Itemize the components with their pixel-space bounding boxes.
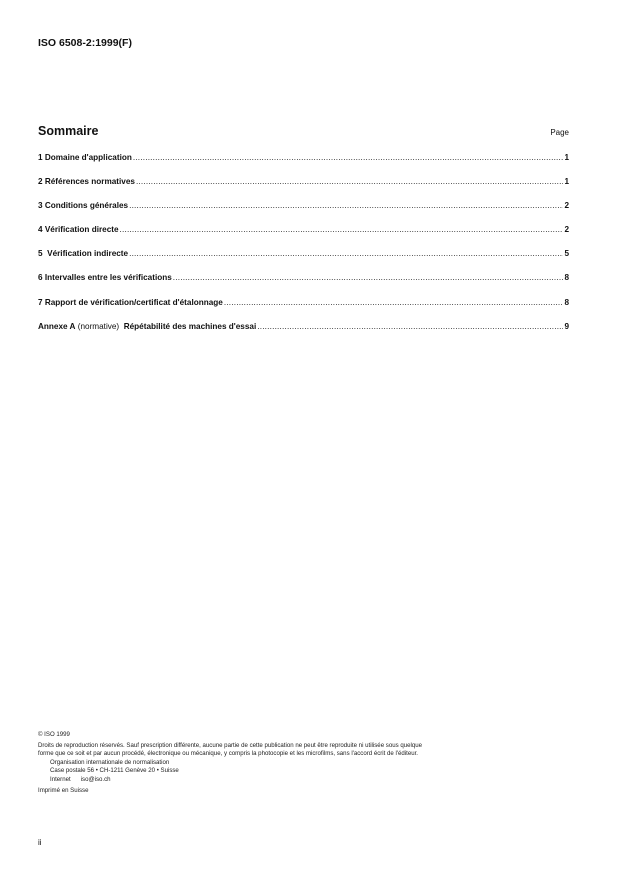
toc-entry[interactable] [38, 225, 569, 249]
toc-entry-page: 1 [564, 177, 569, 187]
toc-entry[interactable] [38, 298, 569, 322]
dot-leader [257, 322, 563, 331]
rights-text-line-1: Droits de reproduction réservés. Sauf prescription différente, aucune partie de cette publication ne peut être reproduite ni utilisée sous quelque [38, 741, 423, 749]
toc-entry-page: 1 [564, 153, 569, 162]
dot-leader [136, 177, 564, 186]
annex-type: (normative) [75, 321, 122, 331]
toc-entry-label: 5 Vérification indirecte [38, 249, 129, 259]
table-of-contents [38, 153, 569, 346]
toc-entry-annex-a[interactable] [38, 322, 569, 346]
toc-page-label: Page [550, 128, 569, 137]
toc-entry-label [38, 322, 256, 331]
copyright-notice: © ISO 1999 [38, 731, 70, 738]
dot-leader [129, 249, 563, 258]
toc-entry-page: 5 [564, 249, 569, 259]
toc-entry-page: 2 [564, 225, 569, 235]
toc-title: Sommaire [38, 124, 99, 138]
internet-label: Internet [50, 775, 71, 783]
organisation-name: Organisation internationale de normalisation [50, 758, 170, 766]
toc-entry-label: 7 Rapport de vérification/certificat d'étalonnage [38, 297, 223, 307]
toc-entry-label: 3 Conditions générales [38, 201, 129, 211]
toc-entry-page: 9 [564, 321, 569, 331]
toc-entry-page: 8 [564, 297, 569, 307]
toc-entry-page: 2 [564, 201, 569, 211]
dot-leader [129, 201, 563, 210]
dot-leader [173, 273, 564, 282]
toc-entry[interactable] [38, 201, 569, 225]
toc-entry-label: 4 Vérification directe [38, 225, 119, 235]
page-number: ii [38, 838, 42, 847]
dot-leader [224, 298, 564, 307]
postal-address: Case postale 56 • CH-1211 Genève 20 • Suisse [50, 767, 179, 775]
copyright-footer [38, 731, 578, 795]
internet-contact [38, 776, 578, 785]
printed-in: Imprimé en Suisse [38, 786, 89, 794]
toc-entry[interactable] [38, 177, 569, 201]
toc-entry[interactable] [38, 249, 569, 273]
document-id: ISO 6508-2:1999(F) [38, 37, 132, 49]
toc-entry[interactable] [38, 273, 569, 297]
internet-email-link[interactable]: iso@iso.ch [80, 775, 111, 783]
toc-entry-page: 8 [564, 273, 569, 283]
toc-header [38, 124, 569, 138]
toc-entry-label: 1 Domaine d'application [38, 153, 132, 162]
annex-title: Répétabilité des machines d'essai [121, 321, 257, 331]
toc-entry[interactable] [38, 153, 569, 177]
rights-text-line-2: forme que ce soit et par aucun procédé, électronique ou mécanique, y compris la photocopie et les microfilms, sans l'accord écrit de l'éditeur. [38, 750, 418, 758]
annex-label: Annexe A [38, 321, 76, 331]
toc-entry-label: 2 Références normatives [38, 177, 135, 187]
toc-entry-label: 6 Intervalles entre les vérifications [38, 273, 172, 283]
dot-leader [120, 225, 564, 234]
dot-leader [133, 153, 564, 162]
